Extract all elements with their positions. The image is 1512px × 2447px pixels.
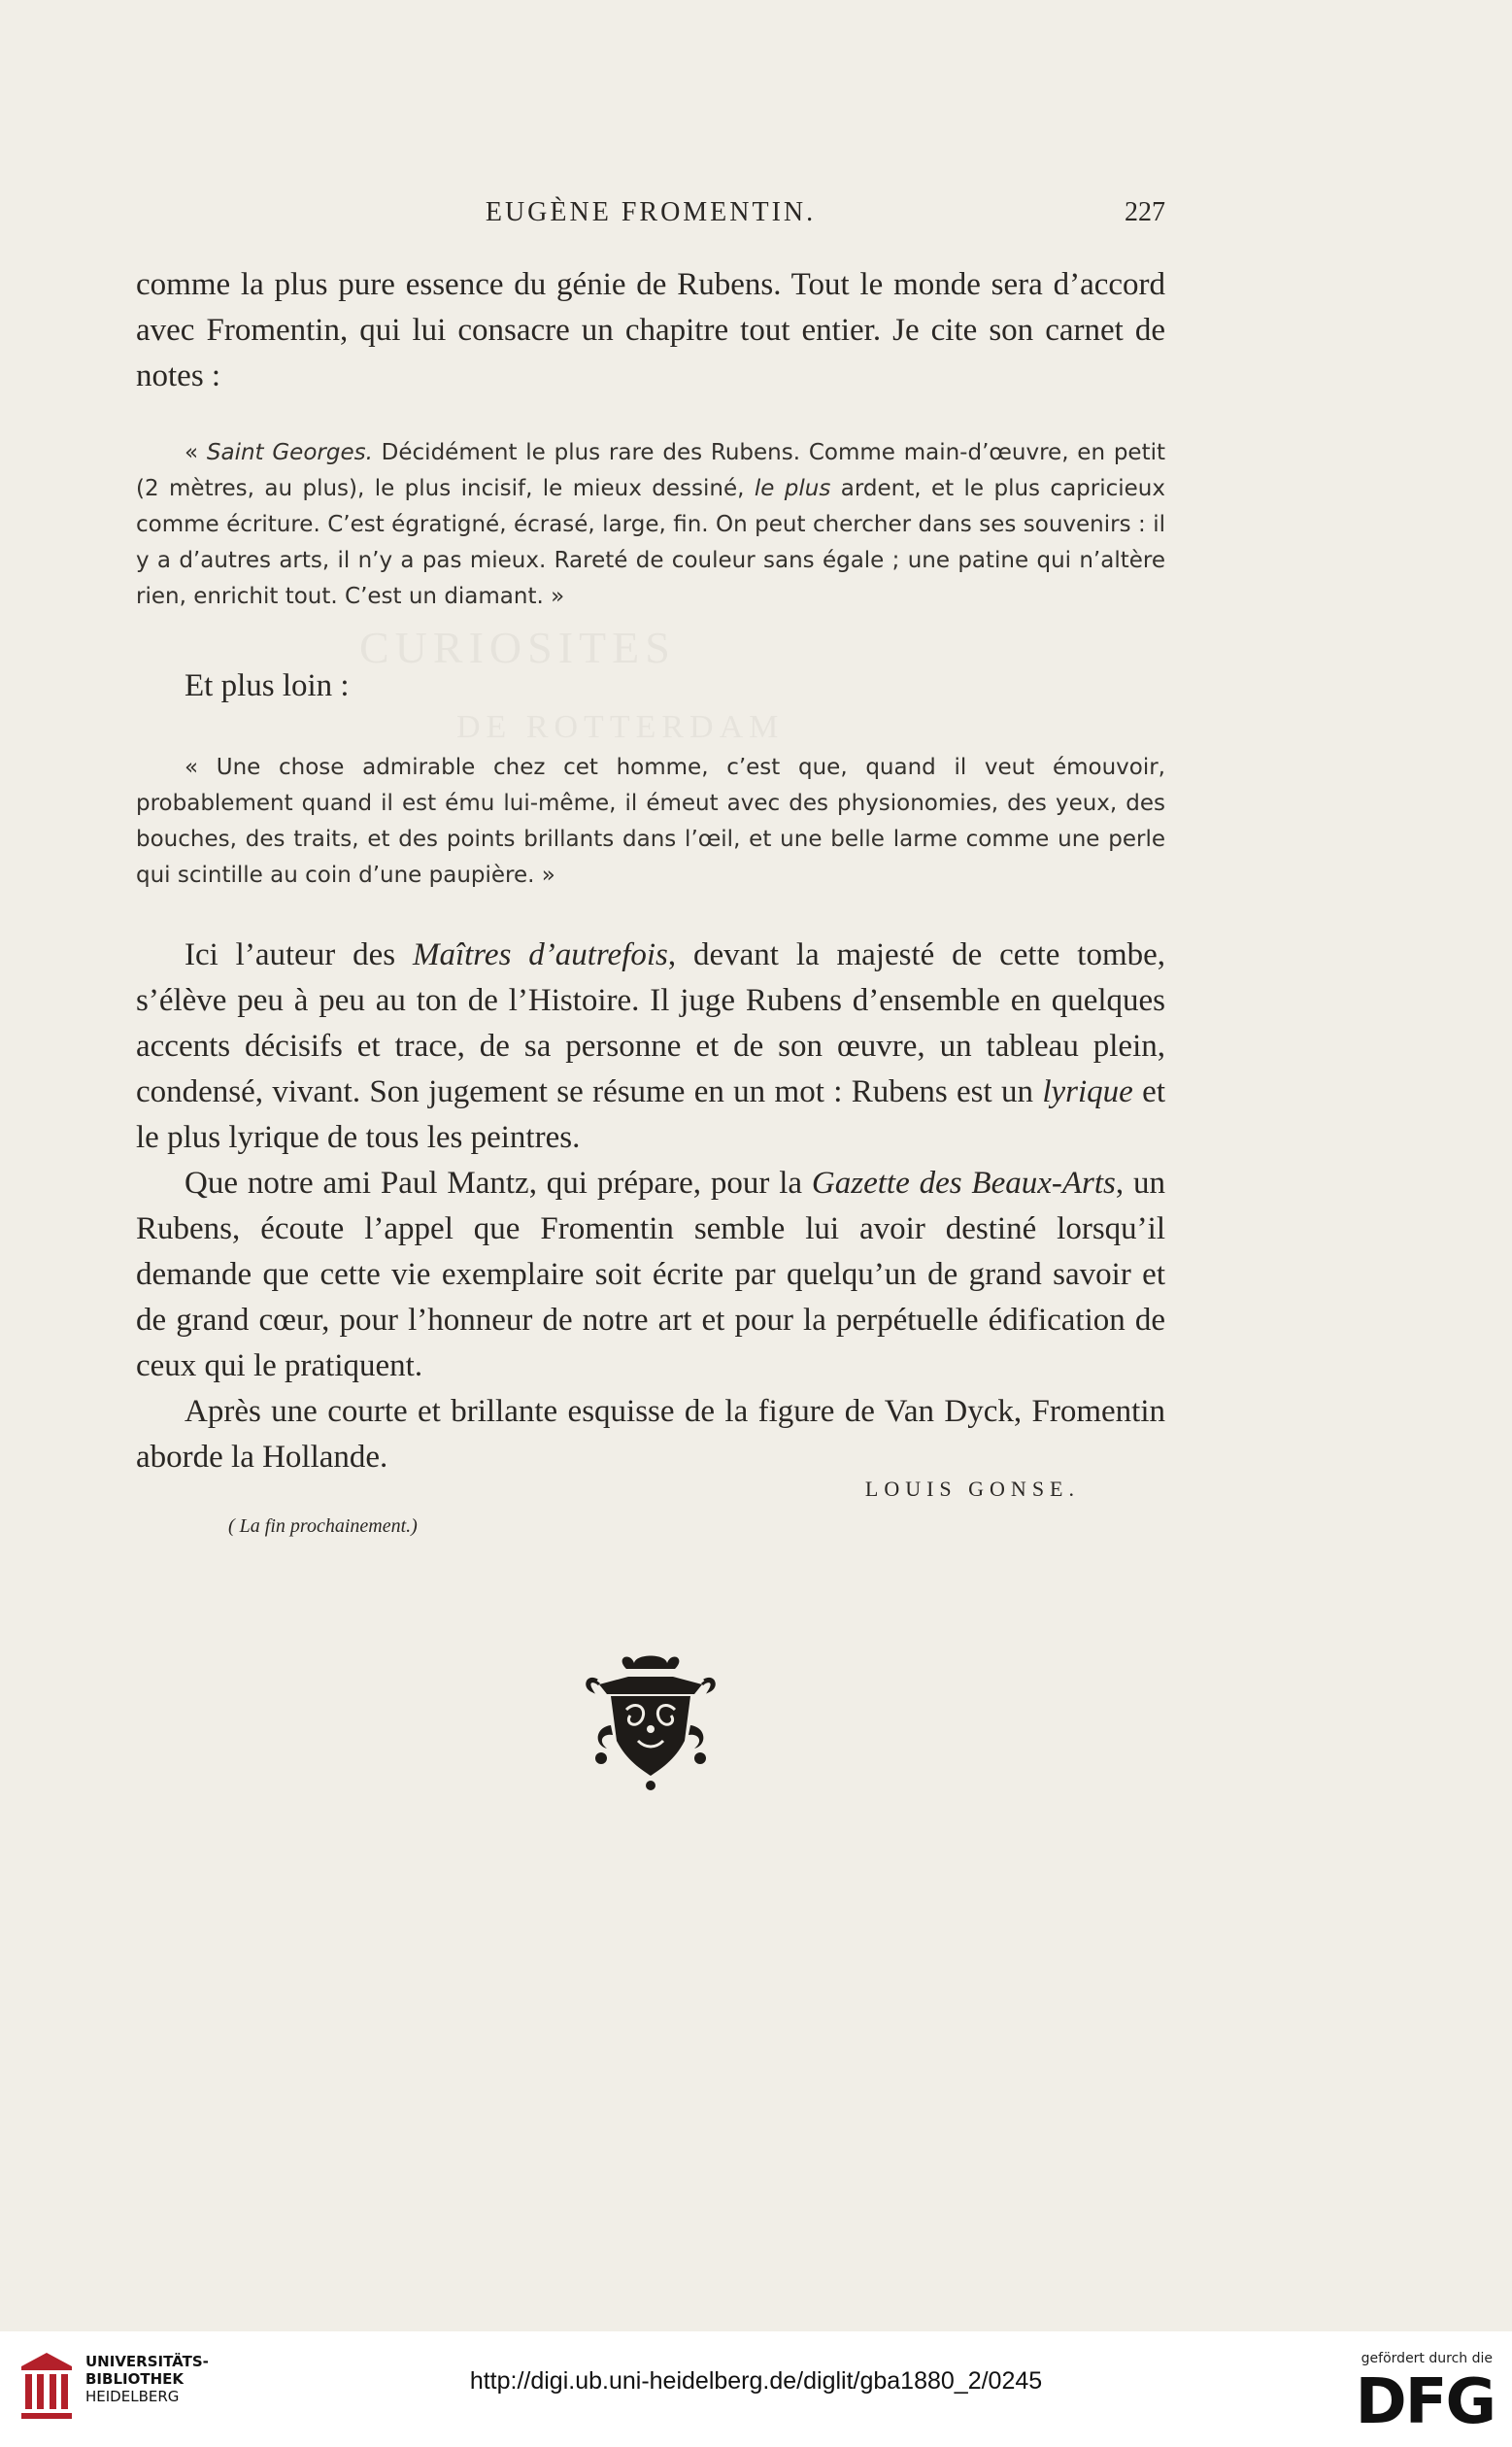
paragraph-1: comme la plus pure essence du génie de Rubens. Tout le monde sera d’accord avec Fromentin, qui lui consacre un chapitre tout entier. Je cite son carnet de notes : [136,267,1165,393]
page-number: 227 [1125,197,1165,227]
paragraph-2: Et plus loin : [185,668,350,703]
library-name: UNIVERSITÄTS- BIBLIOTHEK HEIDELBERG [85,2353,209,2405]
bleed-through-text: DE ROTTERDAM [456,709,785,745]
page-header [136,197,1165,236]
author-signature: LOUIS GONSE. [864,1477,1080,1501]
continuation-note: ( La fin prochainement.) [228,1515,418,1537]
digitization-footer [0,2331,1512,2447]
fleuron-ornament-icon [578,1651,723,1796]
bleed-through-text: CURIOSITES [359,623,676,672]
paragraph-5: Après une courte et brillante esquisse de la figure de Van Dyck, Fromentin aborde la Hollande. [136,1394,1165,1475]
quote-saint-georges: « Saint Georges. Décidément le plus rare des Rubens. Comme main-d’œuvre, en petit (2 mètres, au plus), le plus incisif, le mieux dessiné, le plus ardent, et le plus capricieux comme écriture. C’est égratigné, écrasé, large, fin. On peut chercher dans ses souvenirs : il y a d’autres arts, il n’y a pas mieux. Rareté de couleur sans égale ; une patine qui n’altère rien, enrichit tout. C’est un diamant. » [136,440,1165,609]
funding-note: gefördert durch die [1361,2351,1493,2366]
dfg-logo: DFG [1355,2366,1495,2438]
paragraph-3: Ici l’auteur des Maîtres d’autrefois, devant la majesté de cette tombe, s’élève peu à peu au ton de l’Histoire. Il juge Rubens d’ensemble en quelques accents décisifs et trace, de sa personne et de son œuvre, un tableau plein, condensé, vivant. Son jugement se résume en un mot : Rubens est un lyrique et le plus lyrique de tous les peintres. [136,937,1166,1155]
permalink-url[interactable]: http://digi.ub.uni-heidelberg.de/diglit/gba1880_2/0245 [469,2367,1043,2395]
paragraph-4: Que notre ami Paul Mantz, qui prépare, pour la Gazette des Beaux-Arts, un Rubens, écoute l’appel que Fromentin semble lui avoir destiné lorsqu’il demande que cette vie exemplaire soit écrite par quelqu’un de grand savoir et de grand cœur, pour l’honneur de notre art et pour la perpétuelle édification de ceux qui le pratiquent. [136,1166,1166,1383]
quote-emouvoir: « Une chose admirable chez cet homme, c’est que, quand il veut émouvoir, probablement quand il est ému lui-même, il émeut avec des physionomies, des yeux, des bouches, des traits, et des points brillants dans l’œil, et une belle larme comme une perle qui scintille au coin d’une paupière. » [136,755,1165,888]
running-title: EUGÈNE FROMENTIN. [485,197,817,227]
